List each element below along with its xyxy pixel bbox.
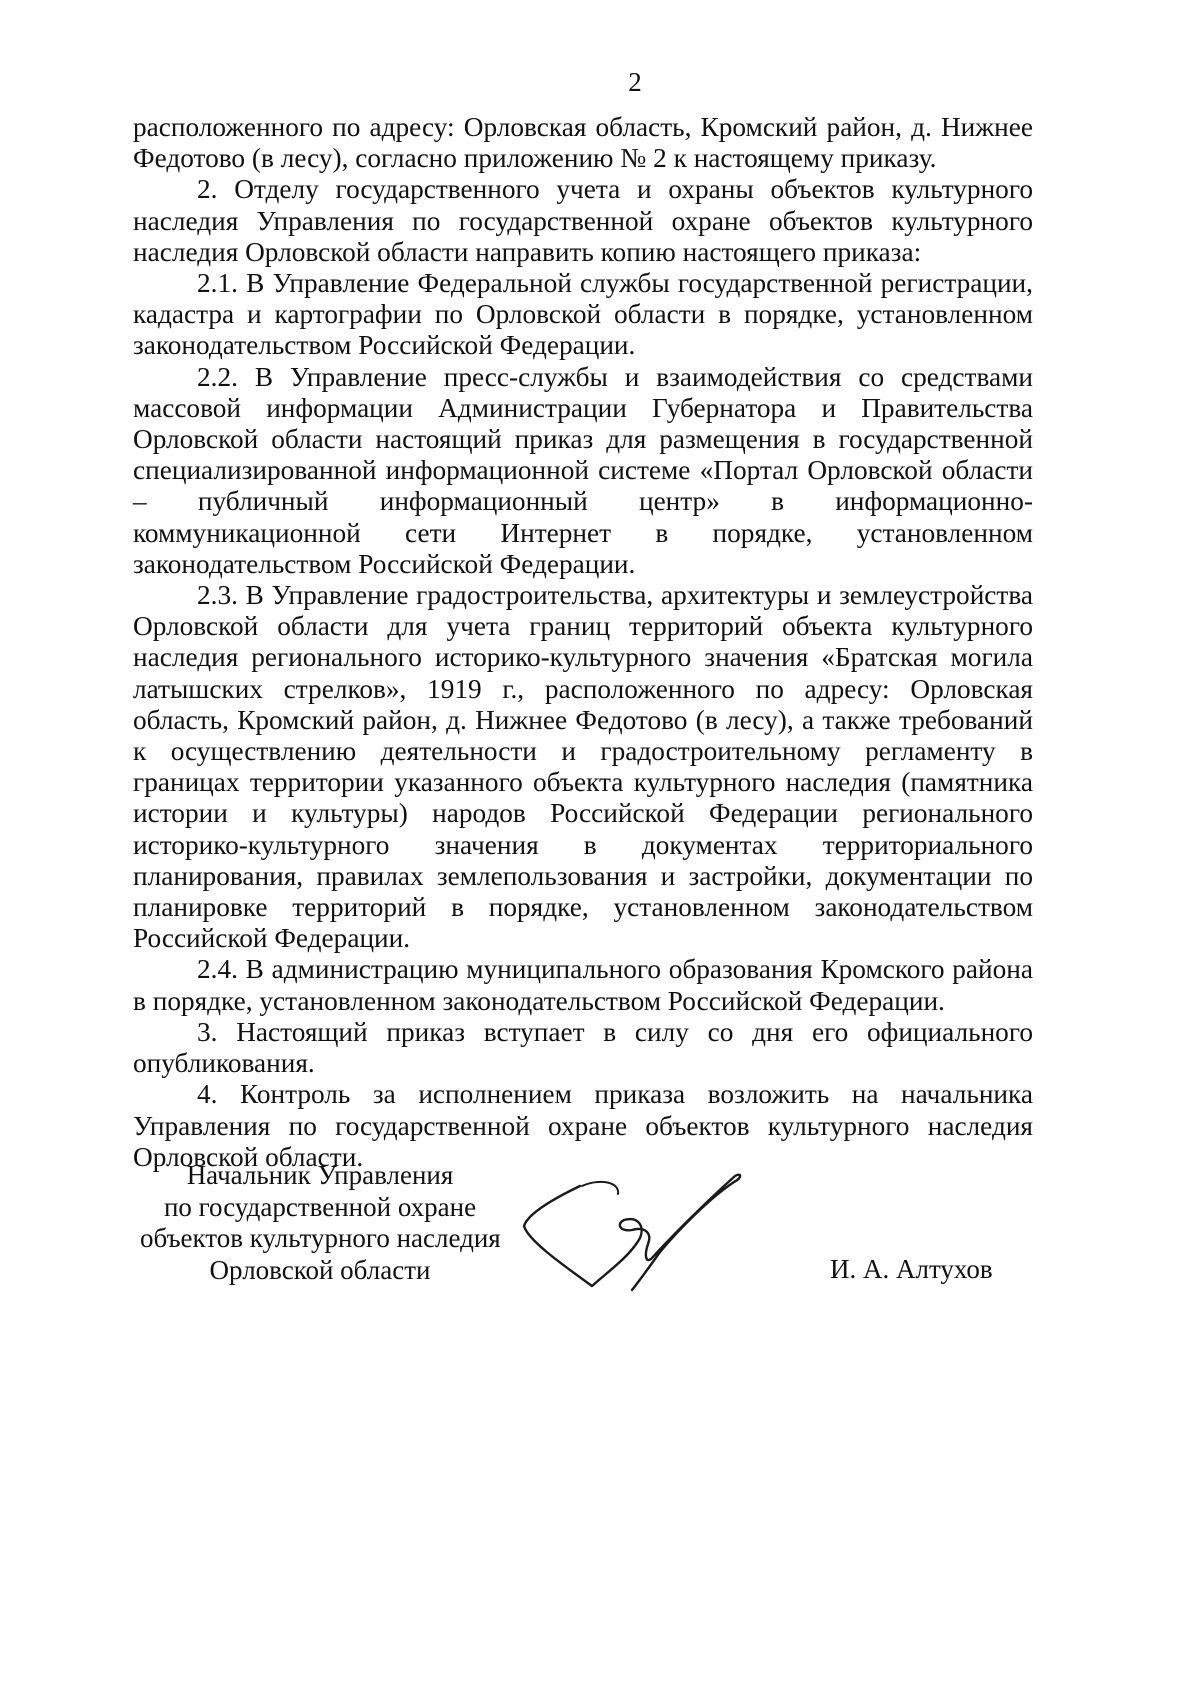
paragraph-item-3: 3. Настоящий приказ вступает в силу со дня его официального опубликования. [133,1016,1033,1079]
document-body [133,112,1033,1173]
paragraph-item-2-1: 2.1. В Управление Федеральной службы государственной регистрации, кадастра и картографии по Орловской области в порядке, установленном законодательством Российской Федерации. [133,268,1033,361]
paragraph-item-2-4: 2.4. В администрацию муниципального образования Кромского района в порядке, установленном законодательством Российской Федерации. [133,954,1033,1016]
paragraph-item-2-3: 2.3. В Управление градостроительства, архитектуры и землеустройства Орловской области для учета границ территорий объекта культурного наследия регионального историко-культурного значения «Братская могила латышских стрелков», 1919 г., расположенного по адресу: Орловская область, Кромский район, д. Нижнее Федотово (в лесу), а также требований к осуществлению деятельности и градостроительному регламенту в границах территории указанного объекта культурного наследия (памятника истории и культуры) народов Российской Федерации регионального историко-культурного значения в документах территориального планирования, правилах землепользования и застройки, документации по планировке территорий в порядке, установленном законодательством Российской Федерации. [133,580,1033,954]
paragraph-item-2-2: 2.2. В Управление пресс-службы и взаимодействия со средствами массовой информации Администрации Губернатора и Правительства Орловской области настоящий приказ для размещения в государственной специализированной информационной системе «Портал Орловской области – публичный информационный центр» в информационно-коммуникационной сети Интернет в порядке, установленном законодательством Российской Федерации. [133,361,1033,579]
signatory-position-line: Начальник Управления [186,1160,454,1190]
paragraph-item-2: 2. Отделу государственного учета и охраны объектов культурного наследия Управления по государственной охране объектов культурного наследия Орловской области направить копию настоящего приказа: [133,174,1033,267]
signatory-name: И. А. Алтухов [830,1254,993,1284]
paragraph-item-4: 4. Контроль за исполнением приказа возложить на начальника Управления по государственной охране объектов культурного наследия Орловской области. [133,1079,1033,1172]
signatory-position [140,1160,500,1286]
paragraph-continuation: расположенного по адресу: Орловская область, Кромский район, д. Нижнее Федотово (в лесу), согласно приложению № 2 к настоящему приказу. [133,112,1033,174]
signatory-position-line: Орловской области [209,1254,431,1285]
signatory-position-line: по государственной охране [163,1191,477,1222]
handwritten-signature [520,1168,750,1298]
page-number: 2 [628,67,642,97]
signatory-position-line: объектов культурного наследия [140,1223,501,1253]
